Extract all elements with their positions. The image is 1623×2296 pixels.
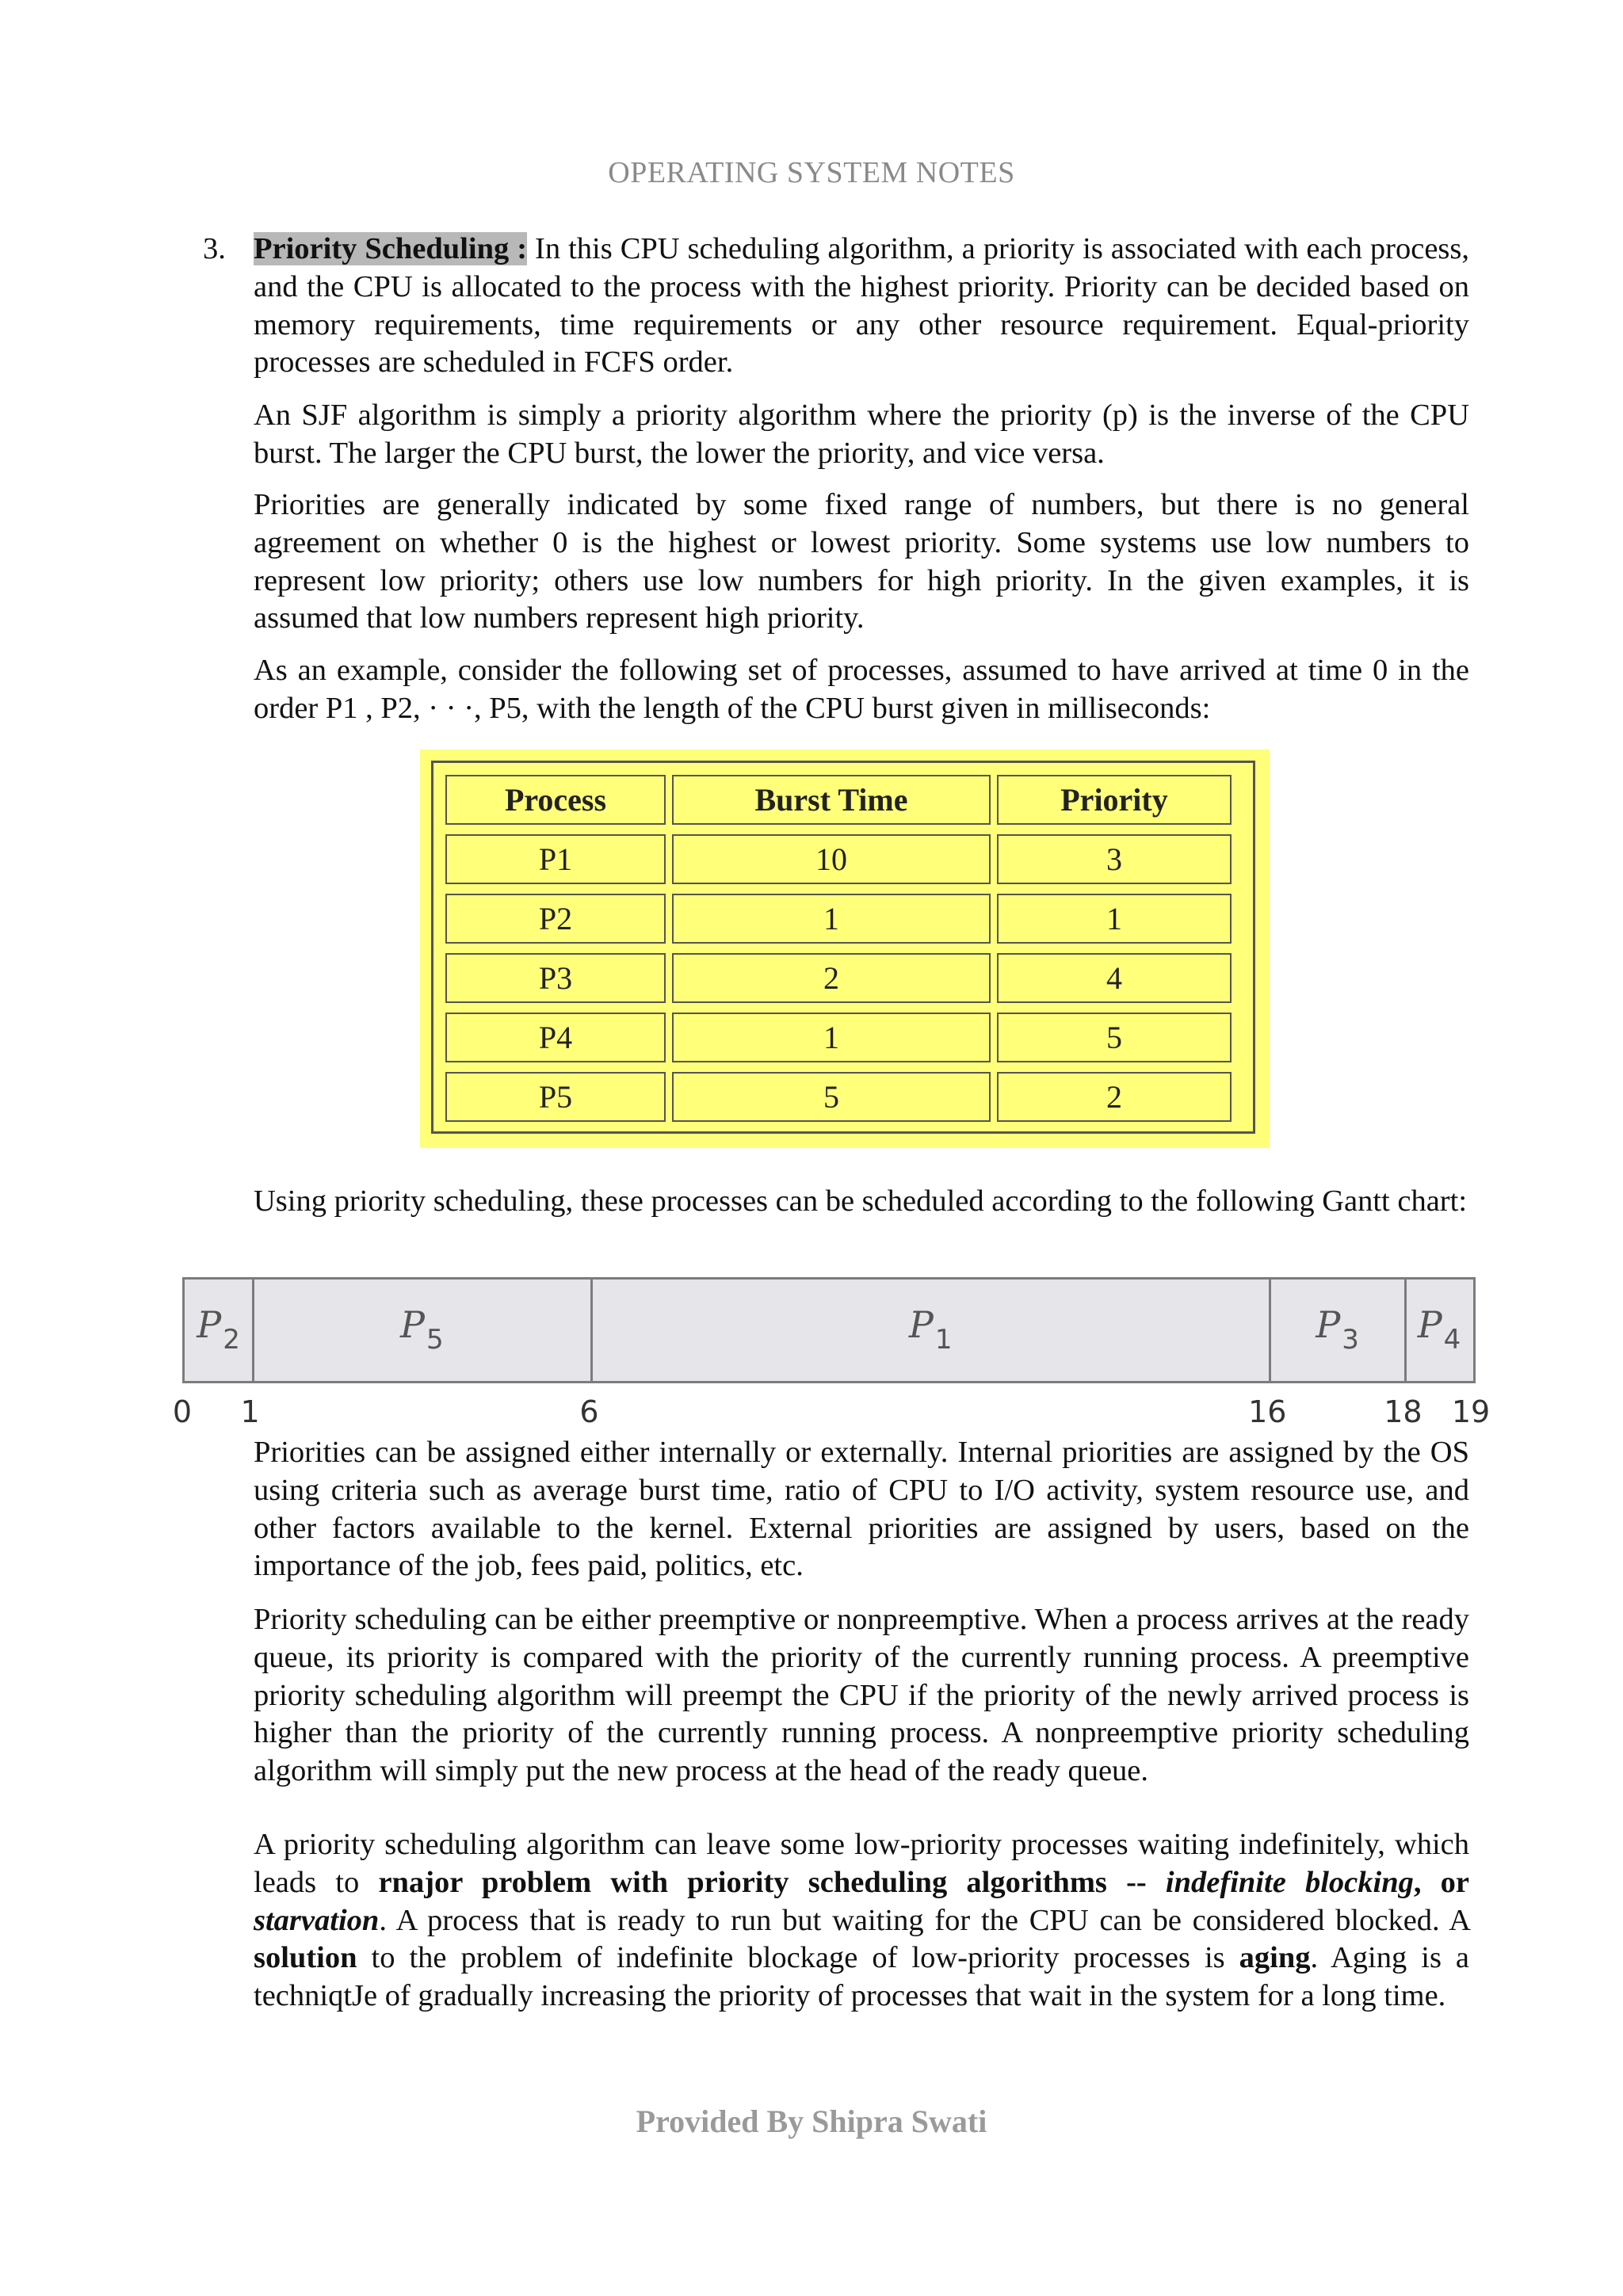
page-header: OPERATING SYSTEM NOTES <box>608 156 1015 189</box>
gantt-segment-label: $P_4$ <box>1417 1303 1461 1356</box>
table-header-cell: Process <box>445 775 666 825</box>
range-text: Priorities are generally indicated by some fixed range of numbers, but there is no general agreement on whether 0 is the highest or lowest priority. Some systems use low numbers to represent low priority; others use low numbers for high priority. In the given examples, it is assumed that low numbers represent high priority. <box>254 488 1469 635</box>
table-cell: P5 <box>445 1072 666 1122</box>
gantt-segment-label: $P_1$ <box>908 1303 953 1356</box>
gantt-divider <box>1269 1280 1271 1381</box>
section-heading: Priority Scheduling : <box>254 232 528 265</box>
section-number: 3. <box>203 232 226 265</box>
table-cell: 1 <box>997 894 1232 944</box>
range-paragraph <box>254 486 1469 638</box>
table-cell: 5 <box>672 1072 991 1122</box>
table-cell: 3 <box>997 834 1232 884</box>
starv-term-starvation: starvation <box>254 1903 380 1937</box>
gantt-segment-label: $P_3$ <box>1316 1303 1359 1356</box>
starv-text-2: . A process that is ready to run but waiting for the CPU can be considered blocked. A <box>379 1903 1469 1937</box>
table-cell: 5 <box>997 1013 1232 1062</box>
starv-text-1: A priority scheduling algorithm can leave some low-priority processes waiting indefinitely, which leads to <box>254 1828 1469 1899</box>
using-paragraph <box>254 1183 1469 1221</box>
table-cell: 2 <box>672 953 991 1003</box>
example-paragraph <box>254 652 1469 728</box>
gantt-segment-label: $P_5$ <box>400 1303 444 1356</box>
gantt-chart <box>182 1277 1476 1383</box>
gantt-tick-label: 0 <box>172 1394 193 1429</box>
table-cell: 10 <box>672 834 991 884</box>
table-cell: P4 <box>445 1013 666 1062</box>
gantt-segment-label: $P_2$ <box>197 1303 240 1356</box>
starv-term-aging: aging <box>1239 1941 1311 1975</box>
gantt-tick-label: 6 <box>579 1394 599 1429</box>
using-text: Using priority scheduling, these processes can be scheduled according to the following Gantt chart: <box>254 1184 1468 1218</box>
footer-credit: Provided By Shipra Swati <box>636 2103 987 2139</box>
table-cell: 1 <box>672 1013 991 1062</box>
gantt-tick-label: 18 <box>1384 1394 1423 1429</box>
gantt-divider <box>252 1280 254 1381</box>
table-cell: 1 <box>672 894 991 944</box>
starvation-paragraph <box>254 1826 1469 2016</box>
table-header-cell: Priority <box>997 775 1232 825</box>
table-cell: 4 <box>997 953 1232 1003</box>
table-cell: 2 <box>997 1072 1232 1122</box>
starv-text-4: . Aging is a techniqtJe of gradually increasing the priority of processes that wait in the system for a long time. <box>254 1941 1470 2013</box>
gantt-tick-label: 1 <box>240 1394 260 1429</box>
preempt-paragraph <box>254 1601 1469 1791</box>
gantt-divider <box>1404 1280 1407 1381</box>
table-header-cell: Burst Time <box>672 775 991 825</box>
preempt-text: Priority scheduling can be either preemptive or nonpreemptive. When a process arrives at the ready queue, its priority is compared with the priority of the currently running process. A preemptive priority scheduling algorithm will preempt the CPU if the priority of the newly arrived process is higher than the priority of the currently running process. A nonpreemptive priority scheduling algorithm will simply put the new process at the head of the ready queue. <box>254 1603 1469 1788</box>
gantt-tick-label: 19 <box>1451 1394 1491 1429</box>
table-cell: P3 <box>445 953 666 1003</box>
table-cell: P1 <box>445 834 666 884</box>
starv-bold-2: , or <box>1413 1865 1470 1899</box>
gantt-divider <box>590 1280 593 1381</box>
example-text: As an example, consider the following set of processes, assumed to have arrived at time 0 in the order P1 , P2, · · ·, P5, with the length of the CPU burst given in milliseconds: <box>254 654 1469 725</box>
gantt-tick-label: 16 <box>1248 1394 1287 1429</box>
assign-paragraph <box>254 1434 1469 1585</box>
process-table <box>420 749 1270 1148</box>
assign-text: Priorities can be assigned either internally or externally. Internal priorities are assigned by the OS using criteria such as average burst time, ratio of CPU to I/O activity, system resource use, and other factors available to the kernel. External priorities are assigned by users, based on the importance of the job, fees paid, politics, etc. <box>254 1436 1469 1583</box>
starv-text-3: to the problem of indefinite blockage of low-priority processes is <box>371 1941 1225 1975</box>
intro-text: In this CPU scheduling algorithm, a priority is associated with each process, and the CPU is allocated to the process with the highest priority. Priority can be decided based on memory requirements, time requirements or any other resource requirement. Equal-priority processes are scheduled in FCFS order. <box>254 232 1469 379</box>
starv-term-solution: solution <box>254 1941 357 1975</box>
sjf-text: An SJF algorithm is simply a priority algorithm where the priority (p) is the inverse of the CPU burst. The larger the CPU burst, the lower the priority, and vice versa. <box>254 399 1469 470</box>
starv-term-indefinite-blocking: indefinite blocking <box>1165 1865 1414 1899</box>
intro-paragraph <box>254 231 1469 382</box>
starv-bold-1: rnajor problem with priority scheduling algorithms -- <box>378 1865 1147 1899</box>
sjf-paragraph <box>254 397 1469 473</box>
table-cell: P2 <box>445 894 666 944</box>
